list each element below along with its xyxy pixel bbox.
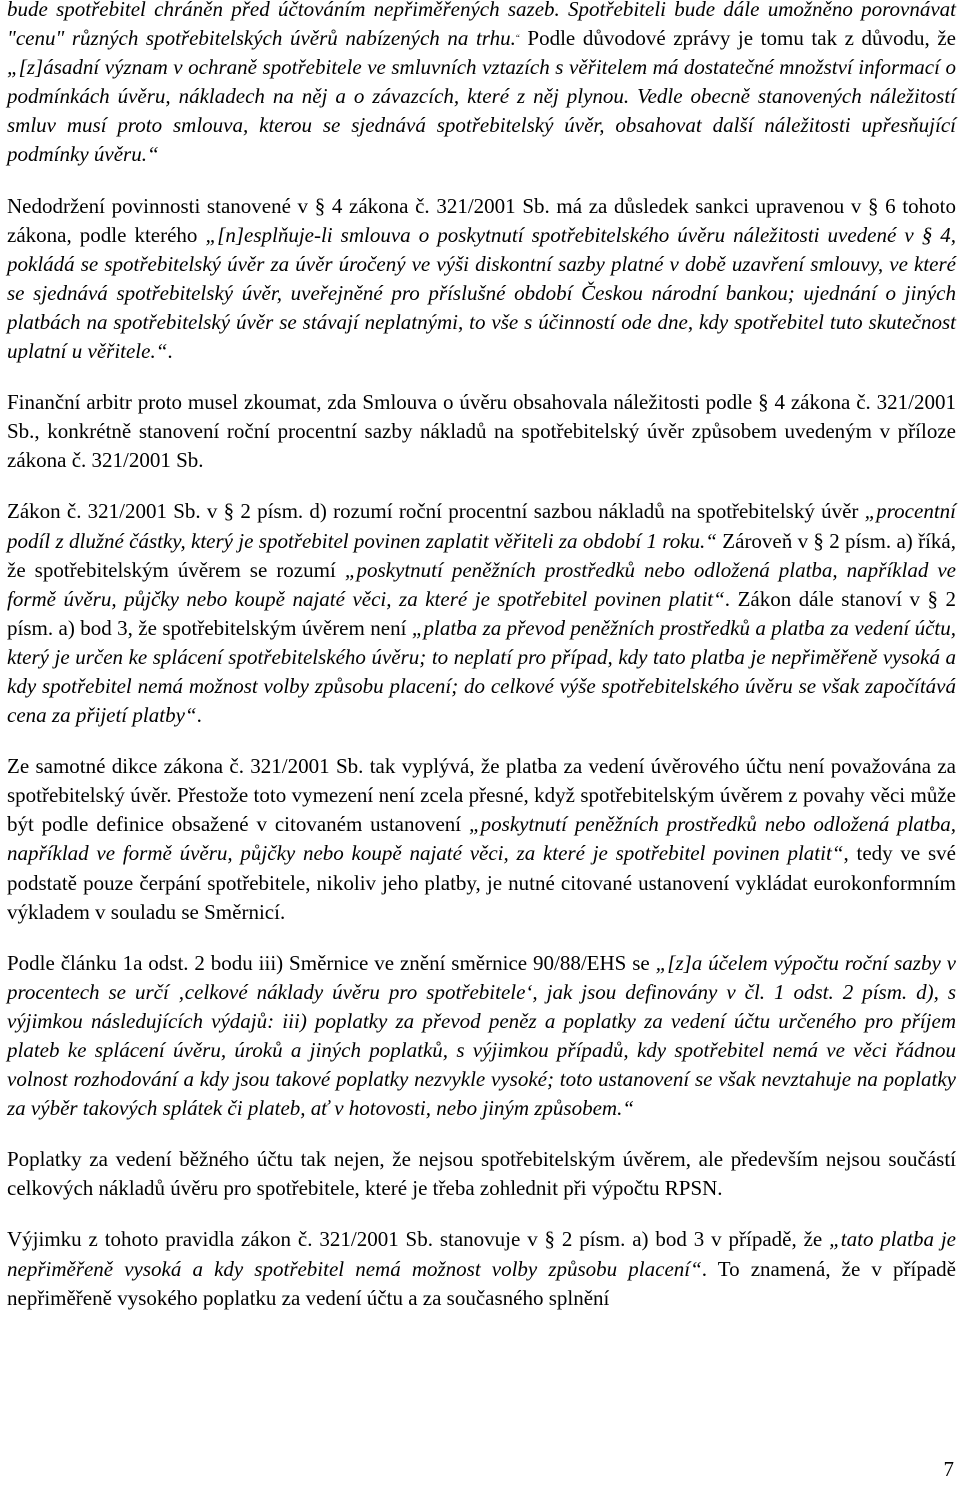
text-run: bude spotřebitel chráněn před účtováním nepřiměřených sazeb. Spotřebiteli bude dále umožněno porovnávat "cenu" různých spotřebitelských úvěrů nabízených na trhu.	[7, 0, 956, 51]
text-run: . To znamená, že v případě nepřiměřeně vysokého poplatku za vedení účtu a za současného splnění	[7, 1256, 956, 1310]
text-run: Podle článku 1a odst. 2 bodu iii) Směrnice ve znění směrnice 90/88/EHS se	[7, 950, 656, 975]
quoted-text: „[z]a účelem výpočtu roční sazby v procentech se určí ‚celkové náklady úvěru pro spotřebitele‘, jak jsou definovány v čl. 1 odst. 2 písm. d), s výjimkou následujících výdajů: iii) poplatky za převod peněz a poplatky za vedení účtu určeného pro příjem plateb ke splácení úvěru, úroků a jiných poplatků, s výjimkou případů, kdy spotřebitel nemá ve věci řádnou volnost rozhodování a kdy jsou takové poplatky nezvykle vysoké; toto ustanovení se však nevztahuje na poplatky za výběr takových splátek či plateb, ať v hotovosti, nebo jiným způsobem.“	[7, 950, 956, 1121]
text-run: , tedy ve své podstatě pouze čerpání spotřebitele, nikoliv jeho platby, je nutné citované ustanovení vykládat eurokonformním výkladem v souladu se Směrnicí.	[7, 841, 956, 924]
paragraph-3	[7, 388, 956, 475]
quoted-text: „procentní podíl z dlužné částky, který je spotřebitel povinen zaplatit věřiteli za období 1 roku.“	[7, 499, 956, 553]
text-run: Finanční arbitr proto musel zkoumat, zda Smlouva o úvěru obsahovala náležitosti podle § 4 zákona č. 321/2001 Sb., konkrétně stanovení roční procentní sazby nákladů na spotřebitelský úvěr způsobem uvedeným v příloze zákona č. 321/2001 Sb.	[7, 390, 956, 473]
text-run: Ze samotné dikce zákona č. 321/2001 Sb. tak vyplývá, že platba za vedení úvěrového účtu není považována za spotřebitelský úvěr. Přestože toto vymezení není zcela přesné, když spotřebitelským úvěrem z povahy věci může být podle definice obsažené v citovaném ustanovení	[7, 754, 956, 837]
document-page	[7, 0, 956, 1335]
text-run: Nedodržení povinnosti stanovené v § 4 zákona č. 321/2001 Sb. má za důsledek sankci upravenou v § 6 tohoto zákona, podle kterého	[7, 193, 956, 247]
quoted-text: „[z]ásadní význam v ochraně spotřebitele ve smluvních vztazích s věřitelem má dostatečné množství informací o podmínkách úvěru, nákladech na něj a o závazcích, které z něj plynou. Vedle obecně stanovených náležitostí smluv musí proto smlouva, kterou se sjednává spotřebitelský úvěr, obsahovat další náležitosti upřesňující podmínky úvěru.“	[7, 55, 956, 167]
text-run: Poplatky za vedení běžného účtu tak nejen, že nejsou spotřebitelským úvěrem, ale především nejsou součástí celkových nákladů úvěru pro spotřebitele, které je třeba zohlednit při výpočtu RPSN.	[7, 1147, 956, 1201]
text-run: .	[196, 703, 202, 728]
quoted-text: „platba za převod peněžních prostředků a platba za vedení účtu, který je určen ke splácení spotřebitelského úvěru; to neplatí pro případ, kdy tato platba je nepřiměřeně vysoká a kdy spotřebitel nemá možnost volby způsobu placení; do celkové výše spotřebitelského úvěru se však započítává cena za přijetí platby“	[7, 615, 957, 728]
paragraph-8	[7, 1225, 956, 1312]
quoted-text: „tato platba je nepřiměřeně vysoká a kdy spotřebitel nemá možnost volby způsobu placení“	[7, 1227, 956, 1281]
quoted-text: „[n]esplňuje-li smlouva o poskytnutí spotřebitelského úvěru náležitosti uvedené v § 4, pokládá se spotřebitelský úvěr za úvěr úročený ve výši diskontní sazby platné v době uzavření smlouvy, ve které se sjednává spotřebitelský úvěr, uveřejněné pro příslušné období Českou národní bankou; ujednání o jiných platbách na spotřebitelský úvěr se stávají neplatnými, to vše s účinností ode dne, kdy spotřebitel tuto skutečnost uplatní u věřitele.“	[7, 222, 957, 364]
paragraph-6	[7, 949, 956, 1124]
text-run: Zákon č. 321/2001 Sb. v § 2 písm. d) rozumí roční procentní sazbou nákladů na spotřebitelský úvěr	[7, 499, 865, 524]
text-run: Podle důvodové zprávy je tomu tak z důvodu, že	[519, 26, 957, 51]
quoted-text: „poskytnutí peněžních prostředků nebo odložená platba, například ve formě úvěru, půjčky nebo koupě najaté věci, za které je spotřebitel povinen platit“	[7, 812, 956, 866]
paragraph-2	[7, 192, 956, 367]
paragraph-7	[7, 1145, 956, 1203]
paragraph-5	[7, 752, 956, 927]
text-run: .	[167, 339, 173, 364]
page-number: 7	[943, 1457, 954, 1481]
paragraph-4	[7, 497, 956, 730]
text-run: . Zákon dále stanoví v § 2 písm. a) bod 3, že spotřebitelským úvěrem není	[7, 586, 956, 640]
text-run: Výjimku z tohoto pravidla zákon č. 321/2001 Sb. stanovuje v § 2 písm. a) bod 3 v případě, že	[7, 1227, 830, 1252]
quoted-text: „poskytnutí peněžních prostředků nebo odložená platba, například ve formě úvěru, půjčky nebo koupě najaté věci, za které je spotřebitel povinen platit“	[7, 557, 956, 611]
closing-quote-mark: “	[515, 33, 520, 44]
paragraph-1	[7, 0, 956, 170]
text-run: Zároveň v § 2 písm. a) říká, že spotřebitelským úvěrem se rozumí	[7, 528, 956, 582]
